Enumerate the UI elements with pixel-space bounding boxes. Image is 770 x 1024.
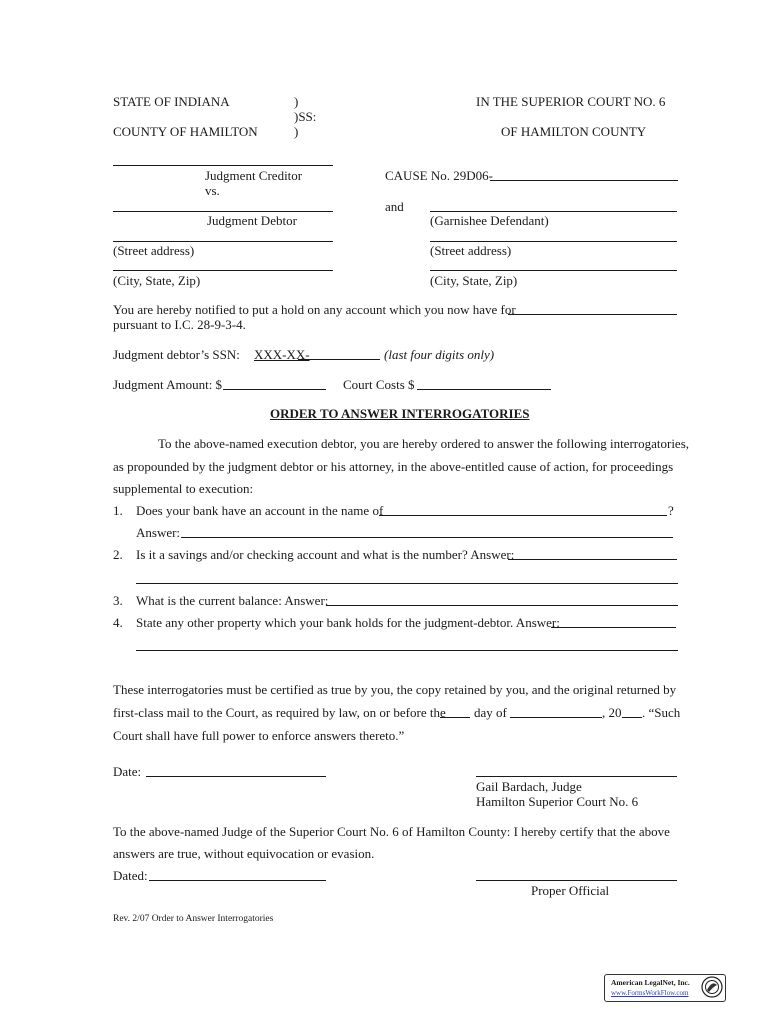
q2-answer-line[interactable] <box>508 559 677 560</box>
logo-url-link[interactable]: www.FormsWorkFlow.com <box>611 989 689 997</box>
judgment-amount-label: Judgment Amount: $ <box>113 377 223 392</box>
ss-label: )SS: <box>294 109 317 124</box>
judgment-amount-line[interactable] <box>223 389 326 390</box>
ssn-label: Judgment debtor’s SSN: <box>113 347 240 362</box>
cause-label: CAUSE No. 29D06- <box>385 168 493 183</box>
garnishee-street-label: (Street address) <box>430 243 512 258</box>
cert-line-2c: , 20 <box>602 705 622 720</box>
q1-text: Does your bank have an account in the name of <box>136 503 384 518</box>
q3-text: What is the current balance: Answer: <box>136 593 329 608</box>
date-label: Date: <box>113 764 142 779</box>
seal-icon <box>701 976 723 998</box>
dated-label: Dated: <box>113 868 148 883</box>
vs-label: vs. <box>205 183 220 198</box>
and-label: and <box>385 199 404 214</box>
debtor-name-line[interactable] <box>113 211 333 212</box>
judge-court: Hamilton Superior Court No. 6 <box>476 794 639 809</box>
order-intro-1: To the above-named execution debtor, you are hereby ordered to answer the following interrogatories, <box>158 436 690 451</box>
q3-number: 3. <box>113 593 123 608</box>
county-label: COUNTY OF HAMILTON <box>113 124 258 139</box>
q4-answer-line[interactable] <box>551 627 676 628</box>
paren-bottom: ) <box>294 124 299 139</box>
court-costs-line[interactable] <box>417 389 551 390</box>
cert-line-2a: first-class mail to the Court, as required by law, on or before the <box>113 705 446 720</box>
cert-line-2b: day of <box>474 705 507 720</box>
creditor-label: Judgment Creditor <box>205 168 303 183</box>
ssn-value: XXX-XX- <box>254 347 310 362</box>
debtor-street-line[interactable] <box>113 241 333 242</box>
publisher-logo <box>604 974 726 1002</box>
q3-answer-line[interactable] <box>326 605 678 606</box>
order-intro-2: as propounded by the judgment debtor or his attorney, in the above-entitled cause of action, for proceedings <box>113 459 674 474</box>
order-title: ORDER TO ANSWER INTERROGATORIES <box>270 406 530 421</box>
official-label: Proper Official <box>531 883 610 898</box>
dated-line[interactable] <box>149 880 326 881</box>
garnishee-city-line[interactable] <box>430 270 677 271</box>
q4-answer-line-2[interactable] <box>136 650 678 651</box>
q1-name-line[interactable] <box>379 515 667 516</box>
judge-signature-line[interactable] <box>476 776 677 777</box>
date-line[interactable] <box>146 776 326 777</box>
judge-name: Gail Bardach, Judge <box>476 779 582 794</box>
court-name: IN THE SUPERIOR COURT NO. 6 <box>476 94 666 109</box>
affirm-line-1: To the above-named Judge of the Superior Court No. 6 of Hamilton County: I hereby certify that the above <box>113 824 670 839</box>
q2-answer-line-2[interactable] <box>136 583 678 584</box>
q4-text: State any other property which your bank holds for the judgment-debtor. Answer: <box>136 615 560 630</box>
notice-line-1: You are hereby notified to put a hold on any account which you now have for <box>113 302 516 317</box>
q2-number: 2. <box>113 547 123 562</box>
garnishee-street-line[interactable] <box>430 241 677 242</box>
revision-note: Rev. 2/07 Order to Answer Interrogatories <box>113 914 274 924</box>
q1-end: ? <box>668 503 674 518</box>
cert-month-line[interactable] <box>510 717 602 718</box>
debtor-street-label: (Street address) <box>113 243 195 258</box>
court-county: OF HAMILTON COUNTY <box>501 124 647 139</box>
cause-number-line[interactable] <box>490 180 678 181</box>
paren-top: ) <box>294 94 299 109</box>
notice-blank[interactable] <box>508 314 677 315</box>
cert-line-2d: . “Such <box>642 705 681 720</box>
creditor-name-line[interactable] <box>113 165 333 166</box>
debtor-city-line[interactable] <box>113 270 333 271</box>
state-label: STATE OF INDIANA <box>113 94 230 109</box>
q4-number: 4. <box>113 615 123 630</box>
q1-answer-label: Answer: <box>136 525 181 540</box>
q2-text: Is it a savings and/or checking account and what is the number? Answer: <box>136 547 515 562</box>
garnishee-name-line[interactable] <box>430 211 677 212</box>
logo-company: American LegalNet, Inc. <box>611 978 690 987</box>
cert-year-line[interactable] <box>622 717 642 718</box>
ssn-note: (last four digits only) <box>384 347 495 362</box>
debtor-city-label: (City, State, Zip) <box>113 273 201 288</box>
affirm-line-2: answers are true, without equivocation or evasion. <box>113 846 375 861</box>
notice-line-2: pursuant to I.C. 28-9-3-4. <box>113 317 246 332</box>
official-signature-line[interactable] <box>476 880 677 881</box>
court-costs-label: Court Costs $ <box>343 377 415 392</box>
q1-number: 1. <box>113 503 123 518</box>
garnishee-city-label: (City, State, Zip) <box>430 273 518 288</box>
order-intro-3: supplemental to execution: <box>113 481 254 496</box>
q1-answer-line[interactable] <box>181 537 673 538</box>
cert-day-line[interactable] <box>440 717 470 718</box>
garnishee-label: (Garnishee Defendant) <box>430 213 549 228</box>
cert-line-1: These interrogatories must be certified as true by you, the copy retained by you, and the original returned by <box>113 682 677 697</box>
cert-line-3: Court shall have full power to enforce answers thereto.” <box>113 728 405 743</box>
ssn-digits-line[interactable] <box>298 359 380 360</box>
debtor-label: Judgment Debtor <box>207 213 297 228</box>
